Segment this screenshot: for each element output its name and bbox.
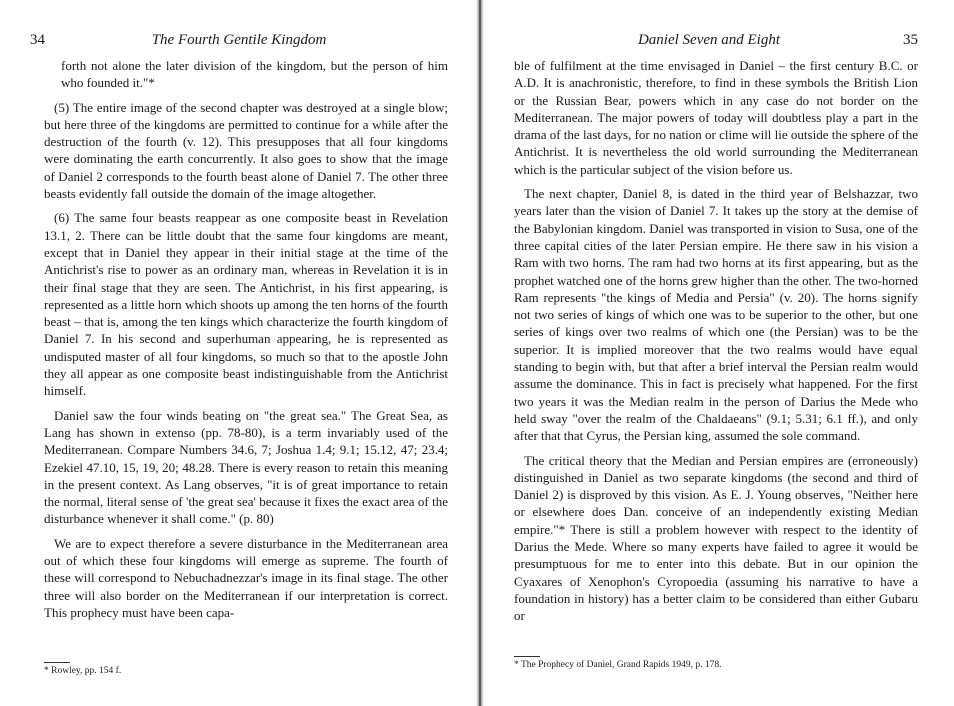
paragraph: ble of fulfilment at the time envisaged in Daniel – the first century B.C. or A.D. It is anachronistic, therefore, to find in these symbols the British Lion or the Russian Bear, powers which in any case do not border on the Mediterranean. The major powers of today will doubtless play a part in the drama of the last days, for no nation or clime will lie outside the sphere of the Antichrist. It is nevertheless the old world surrounding the Mediterranean which is the particular subject of the vision before us. — [514, 58, 918, 177]
paragraph: We are to expect therefore a severe disturbance in the Mediterranean area out of which these four kingdoms will emerge as supreme. The fourth of these will correspond to Nebuchadnezzar's image in its final stage. The other three will also border on the Mediterranean if our interpretation is correct. This prophecy must have been capa- — [44, 535, 448, 620]
paragraph: Daniel saw the four winds beating on "the great sea." The Great Sea, as Lang has shown in extenso (pp. 78-80), is a term invariably used of the Mediterranean. Compare Numbers 34.6, 7; Joshua 1.4; 9.1; 15.12, 47; 23.4; Ezekiel 47.10, 15, 19, 20; 48.28. There is every reason to retain this meaning in the present context. As Lang observes, "it is of great importance to retain the normal, literal sense of 'the great sea' because it fixes the exact area of the disturbance whenever it shall come." (p. 80) — [44, 407, 448, 527]
paragraph: (5) The entire image of the second chapter was destroyed at a single blow; but here three of the kingdoms are permitted to continue for a while after the destruction of the fourth (v. 12). This presupposes that all four kingdoms were dominating the earth concurrently. It also goes to show that the image of Daniel 2 corresponds to the fourth beast alone of Daniel 7. The other three beasts evidently fall outside the domain of the image altogether. — [44, 99, 448, 202]
left-page-header — [30, 32, 448, 52]
right-page — [500, 0, 918, 706]
paragraph: The next chapter, Daniel 8, is dated in the third year of Belshazzar, two years later than the vision of Daniel 7. It takes up the story at the demise of the Babylonian kingdom. Daniel was transported in vision to Susa, one of the three capital cities of the later Persian empire. He there saw in his vision a Ram with two horns. The ram had two horns at its first appearing, but as the prophet watched one of the horns grew higher than the other. The two-horned Ram represents "the kings of Media and Persia" (v. 20). The horns signify not two series of kings of which one was to be superior to the other, but one series of kings over two realms of which one (the Persian) was to be the superior. It is implied moreover that the two realms would have equal standing to begin with, but that after a brief interval the Persian realm would assume the dominance. This in fact is precisely what happened. For the first two years it was the Median realm in the person of Darius the Mede who held sway "over the realm of the Chaldaeans" (9.1; 5.31; 6.1 ff.), and only after that that Cyrus, the Persian king, assumed the sole command. — [514, 186, 918, 444]
paragraph: (6) The same four beasts reappear as one composite beast in Revelation 13.1, 2. There can be little doubt that the same four kingdoms are meant, except that in Daniel they appear in their initial stage at the time of the Antichrist's rise to power as an ordinary man, whereas in Revelation it is in their final stage that they are seen. The Antichrist, in his first appearing, is represented as a little horn which shoots up among the ten horns of the fourth beast – that is, among the ten kings which characterize the fourth kingdom of Daniel 7. In his second and superhuman appearing, he is represented as undisputed master of all four kingdoms, so much so that to the apostle John they all appear as one composite beast indistinguishable from the Antichrist himself. — [44, 210, 448, 399]
paragraph: forth not alone the later division of the kingdom, but the person of him who founded it."* — [61, 58, 448, 91]
left-page-body — [44, 57, 448, 628]
footnote-text: * The Prophecy of Daniel, Grand Rapids 1949, p. 178. — [514, 660, 722, 670]
running-head: Daniel Seven and Eight — [637, 32, 781, 48]
footnote — [44, 662, 448, 676]
left-page — [30, 0, 448, 706]
footnote-text: * Rowley, pp. 154 f. — [44, 666, 122, 676]
book-gutter — [476, 0, 484, 706]
page-number: 35 — [903, 32, 918, 48]
right-page-header — [500, 32, 918, 52]
footnote-rule — [514, 656, 540, 657]
page-number: 34 — [30, 32, 45, 48]
right-page-body — [514, 57, 918, 632]
running-head: The Fourth Gentile Kingdom — [151, 32, 327, 48]
footnote-rule — [44, 662, 70, 663]
footnote — [514, 656, 918, 670]
paragraph: The critical theory that the Median and Persian empires are (erroneously) distinguished in Daniel as two separate kingdoms (the second and third of Daniel 2) is disproved by this vision. As E. J. Young observes, "Neither here or elsewhere does Dan. conceive of an independently existing Median empire."* There is still a problem however with respect to the identity of Darius the Mede. Where so many experts have failed to agree it would be presumptuous for me to enter into this debate. But in our opinion the Cyaxares of Xenophon's Cyropoedia (assuming his narrative to have a foundation in history) has a better claim to be considered than either Gubaru or — [514, 452, 918, 624]
